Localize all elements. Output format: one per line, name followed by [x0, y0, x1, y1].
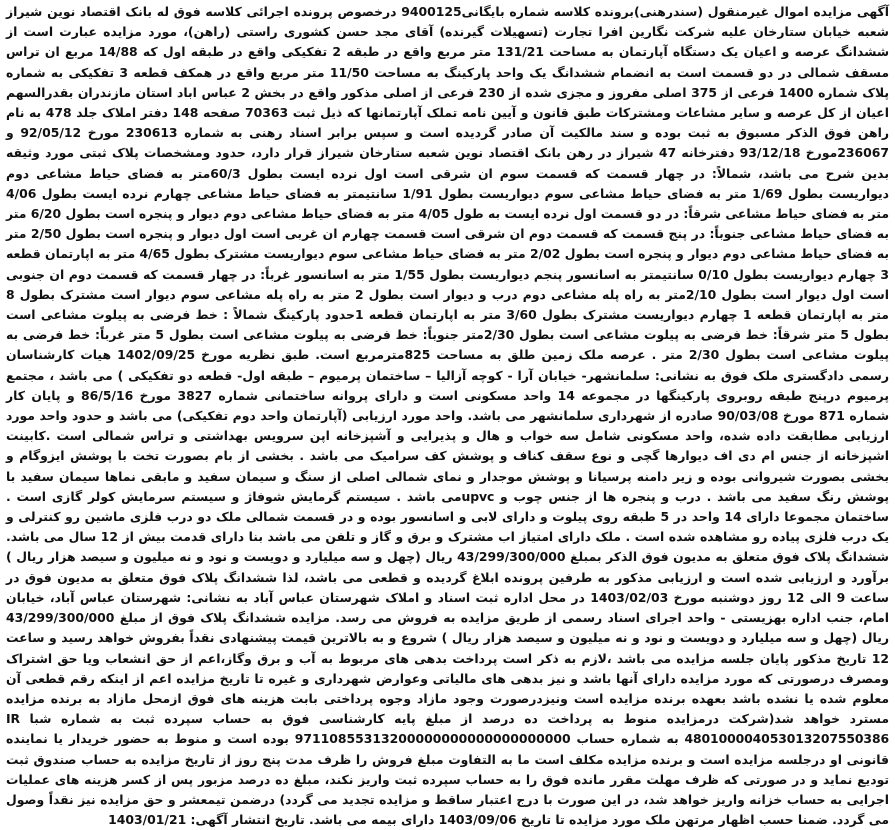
auction-notice-text	[6, 2, 889, 830]
notice-body: آگهی مزایده اموال غیرمنقول (سندرهنی)برونده کلاسه شماره بایگانی9400125 درخصوص پرونده اجرائی کلاسه فوق له بانک اقتصاد نوین شیراز شعبه خیابان ستارخان علیه شرکت نگارین افرا تجارت (تسهیلات گیرنده) آقای مجد حسن کشوری راستی (راهن)، مورد مزایده عبارت است از ششدانگ عرصه و اعیان یک دستگاه آپارتمان به مساحت 131/21 متر مربع واقع در طبقه 2 تفکیکی واقع در طبقه اول که 14/88 مربع ان تراس مسقف شمالی در دو قسمت است به انضمام ششدانگ یک واحد پارکینگ به مساحت 11/50 متر مربع واقع در همکف قطعه 3 تفکیکی به شماره پلاک شماره 1400 فرعی از 375 اصلی مفروز و مجزی شده از 230 فرعی از اصلی مذکور واقع در بخش 2 عباس اباد استان مازندران بقدرالسهم اعیان از کل عرصه و سایر مشاعات ومشترکات طبق قانون و آیین نامه تملک آپارتمانها که ذیل ثبت 70363 صفحه 148 دفتر املاک جلد 478 به نام راهن فوق الذکر مسبوق به ثبت بوده و سند مالکیت آن صادر گردیده است و سپس برابر اسناد رهنی به شماره 230613 مورخ 92/05/12 و 236067مورخ 93/12/18 دفترخانه 47 شیراز در رهن بانک اقتصاد نوین شعبه ستارخان شیراز قرار دارد، حدود ومشخصات پلاک ثبتی مورد وثیقه بدین شرح می باشد، شمالاً: در چهار قسمت که قسمت سوم ان شرقی است اول نرده ایست بطول 60/3متر به فضای حیاط مشاعی دوم دیواریست بطول 1/69 متر به فضای حیاط مشاعی سوم دیواریست بطول 1/91 سانتیمتر به فضای حیاط مشاعی چهارم نرده ایست بطول 4/06 متر به فضای حیاط مشاعی شرقاً: در دو قسمت اول نرده ایست به طول 4/05 متر به فضای حیاط مشاعی دوم دیوار و پنجره است بطول 6/20 متر به فضای حیاط مشاعی جنوباً: در پنج قسمت که قسمت دوم ان شرقی است قسمت چهارم ان غربی است اول دیوار و پنجره است بطول 2/50 متر به فضای حیاط مشاعی دوم دیوار و پنجره است بطول 2/02 متر به فضای حیاط مشاعی سوم دیواریست مشترک بطول 4/65 متر به اپارتمان قطعه 3 چهارم دیواریست بطول 0/10 سانتیمتر به اسانسور پنجم دیواریست بطول 1/55 متر به اسانسور غرباً: در چهار قسمت که قسمت دوم ان جنوبی است اول دیوار است بطول 2/10متر به راه پله مشاعی دوم درب و دیوار است بطول 2 متر به راه پله مشاعی سوم دیوار است مشترک بطول 8 متر به اپارتمان قطعه 1 چهارم دیواریست مشترک بطول 3/60 متر به اپارتمان قطعه 1حدود پارکینگ شمالاً : خط فرضی به پیلوت مشاعی است بطول 5 متر شرقاً: خط فرضی به پیلوت مشاعی است بطول 2/30متر جنوباً: خط فرضی به پیلوت مشاعی است بطول 5 متر غرباً: خط فرضی به پیلوت مشاعی است بطول 2/30 متر . عرصه ملک زمین طلق به مساحت 825مترمربع است. طبق نظریه مورخ 1402/09/25 هیات کارشناسان رسمی دادگستری ملک فوق به نشانی: سلمانشهر- خیابان آرا - کوچه آزالیا – ساختمان پرمیوم – طبقه اول- قطعه دو تفکیکی ) می باشد ، مجتمع پرمیوم درپنج طبقه روبروی پارکینگها در مجموعه 14 واحد مسکونی است و دارای پروانه ساختمانی شماره 3827 مورخ 86/5/16 و پایان کار شماره 871 مورخ 90/03/08 صادره از شهرداری سلمانشهر می باشد. واحد مورد ارزیابی (آپارتمان واحد دوم تفکیکی) می باشد و حدود واحد مورد ارزیابی مطابقت داده شده، واحد مسکونی شامل سه خواب و هال و پذیرایی و آشپزخانه اپن سرویس بهداشتی و تراس شمالی است .کابینت اشپزخانه از جنس ام دی اف دیوارها گچی و نوع سقف کناف و پوشش کف سرامیک می باشد . بخشی از بام بصورت تخت با پوشش ایزوگام و بخشی بصورت شیروانی بوده و زیر دامنه پرسیانا و پوشش موجدار و نمای شمالی اصلی از سنگ و سیمان سفید و مابقی نماها سیمان سفید با پوشش رنگ سفید می باشد . درب و پنجره ها از جنس چوب و upvcمی باشد . سیستم گرمایش شوفاژ و سیستم سرمایش کولر گازی است . ساختمان مجموعا دارای 14 واحد در 5 طبقه روی پیلوت و دارای لابی و اسانسور بوده و در قسمت شمالی ملک دو درب فلزی ماشین رو کنترلی و یک درب فلزی پیاده رو مشاهده شده است . ملک دارای امتیاز اب مشترک و برق و گاز و تلفن می باشد بنا دارای قدمت بیش از 12 سال می باشد. ششدانگ پلاک فوق متعلق به مدیون فوق الذکر بمبلغ 43/299/300/000 ریال (چهل و سه میلیارد و دویست و نود و نه میلیون و سیصد هزار ریال ) برآورد و ارزیابی شده است و ارزیابی مذکور به طرفین پرونده ابلاغ گردیده و قطعی می باشد، لذا ششدانگ پلاک فوق متعلق به مدیون فوق در ساعت 9 الی 12 روز دوشنبه مورخ 1403/02/03 در محل اداره ثبت اسناد و املاک شهرستان عباس آباد به نشانی: شهرستان عباس آباد، خیابان امام، جنب اداره بهزیستی - واحد اجرای اسناد رسمی از طریق مزایده به فروش می رسد. مزایده ششدانگ پلاک فوق از مبلغ 43/299/300/000 ریال (چهل و سه میلیارد و دویست و نود و نه میلیون و سیصد هزار ریال ) شروع و به بالاترین قیمت پیشنهادی نقداً بفروش خواهد رسید و ساعت 12 تاریخ مذکور پایان جلسه مزایده می باشد ،لازم به ذکر است پرداخت بدهی های مربوط به آب و برق وگاز،اعم از حق انشعاب ویا حق اشتراک ومصرف درصورتی که مورد مزایده دارای آنها باشد و نیز بدهی های مالیاتی وعوارض شهرداری و غیره تا تاریخ مزایده اعم از اینکه رقم قطعی آن معلوم شده یا نشده باشد بعهده برنده مزایده است ونیزدرصورت وجود مازاد وجوه پرداختی بابت هزینه های فوق ازمحل مازاد به برنده مزایده مسترد خواهد شد(شرکت درمزایده منوط به پرداخت ده درصد از مبلغ پایه کارشناسی فوق به حساب سپرده ثبت به شماره شبا IR 480100004053013207550386 به شماره حساب 97110855313200000000000000000000 بوده است و منوط به حضور خریدار یا نماینده قانونی او درجلسه مزایده است و برنده مزایده مکلف است ما به التفاوت مبلغ فروش را ظرف مدت پنج روز از تاریخ مزایده به حساب صندوق ثبت تودیع نماید و در صورتی که ظرف مهلت مقرر مانده فوق را به حساب سپرده ثبت واریز نکند، مبلغ ده درصد مزبور پس از کسر هزینه های عملیات اجرایی به حساب خزانه واریز خواهد شد، در این صورت با درج اعتبار ساقط و مزایده تجدید می گردد) درضمن تیمعشر و حق مزایده نیز نقداً وصول می گردد. ضمنا حسب اظهار مرتهن ملک مورد مزایده تا تاریخ 1403/09/06 دارای بیمه می باشد. تاریخ انتشار آگهی: 1403/01/21	[6, 4, 890, 828]
